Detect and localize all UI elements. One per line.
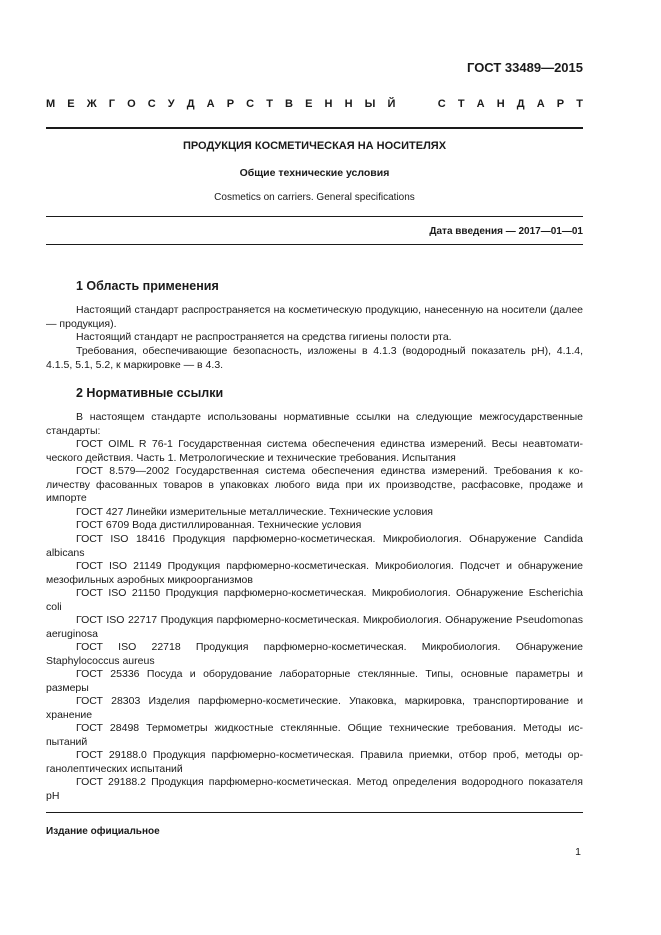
banner-letter: М: [46, 98, 56, 110]
official-edition-label: Издание официальное: [46, 826, 160, 837]
section-2-heading: 2 Нормативные ссылки: [76, 386, 224, 400]
reference-item: ГОСТ 427 Линейки измерительные металлические. Технические условия: [76, 506, 433, 518]
banner-letter: Т: [576, 98, 583, 110]
reference-item: ГОСТ ISO 21150 Продукция парфюмерно-косметическая. Микробиология. Обнаружение Escherichia coli: [46, 587, 583, 613]
footer-rule: [46, 812, 583, 813]
banner-letter: Н: [344, 98, 353, 110]
banner-letter: Ы: [364, 98, 376, 110]
document-number: ГОСТ 33489—2015: [467, 60, 583, 75]
reference-item: ГОСТ OIML R 76-1 Государственная система обеспечения единства измерений. Весы неавтоматического действия. Часть 1. Метрологические и технические требования. Испытания: [46, 438, 583, 464]
banner-letter: Д: [186, 98, 195, 110]
banner-letter: Н: [496, 98, 505, 110]
reference-item: ГОСТ 28498 Термометры жидкостные стеклянные. Общие технические требования. Методы испытаний: [46, 722, 583, 748]
banner-letter: [423, 98, 426, 110]
banner-letter: Е: [67, 98, 75, 110]
reference-item: ГОСТ 8.579—2002 Государственная система обеспечения единства измерений. Требования к количеству фасованных товаров в упаковках любого вида при их производстве, расфасовке, продаже и импорте: [46, 465, 583, 505]
reference-item: ГОСТ ISO 18416 Продукция парфюмерно-косметическая. Микробиология. Обнаружение Candida albicans: [46, 533, 583, 559]
banner-letter: Р: [226, 98, 235, 110]
title-rule: [46, 216, 583, 217]
reference-item: ГОСТ 25336 Посуда и оборудование лабораторные стеклянные. Типы, основные параметры и размеры: [46, 668, 583, 694]
banner-letter: [407, 98, 410, 110]
banner-letter: Н: [324, 98, 333, 110]
banner-letter: Е: [305, 98, 313, 110]
banner-letter: Ж: [86, 98, 97, 110]
page-number: 1: [575, 846, 581, 858]
banner-letter: А: [476, 98, 485, 110]
section-1-paragraph: Требования, обеспечивающие безопасность, изложены в 4.1.3 (водородный показатель pH), 4.1.4, 4.1.5, 5.1, 5.2, к маркировке — в 4.3.: [46, 345, 583, 371]
reference-item: ГОСТ ISO 22717 Продукция парфюмерно-косметическая. Микробиология. Обнаружение Pseudomonas aeruginosa: [46, 614, 583, 640]
section-1-paragraph: Настоящий стандарт распространяется на косметическую продукцию, нанесенную на носители (далее — продукция).: [46, 304, 583, 330]
banner-letter: А: [536, 98, 545, 110]
banner-letter: С: [246, 98, 255, 110]
banner-letter: А: [206, 98, 215, 110]
banner-letter: В: [285, 98, 293, 110]
reference-item: ГОСТ ISO 21149 Продукция парфюмерно-косметическая. Микробиология. Подсчет и обнаружение мезофильных аэробных микроорганизмов: [46, 560, 583, 586]
effective-date: Дата введения — 2017—01—01: [429, 226, 583, 237]
banner-letter: Й: [387, 98, 396, 110]
banner-letter: С: [147, 98, 156, 110]
document-subtitle: Общие технические условия: [239, 167, 390, 179]
banner-letter: Р: [556, 98, 565, 110]
banner-letter: Г: [108, 98, 115, 110]
date-rule: [46, 244, 583, 245]
document-title-english: Cosmetics on carriers. General specifications: [214, 192, 415, 203]
section-1-heading: 1 Область применения: [76, 279, 219, 293]
reference-paragraph: В настоящем стандарте использованы нормативные ссылки на следующие межгосударственные стандарты:: [46, 411, 583, 437]
banner-letter: О: [127, 98, 136, 110]
banner-letter: С: [437, 98, 446, 110]
banner-letter: Т: [266, 98, 273, 110]
banner-letter: Т: [457, 98, 465, 110]
reference-item: ГОСТ 28303 Изделия парфюмерно-косметические. Упаковка, маркировка, транспортирование и хранение: [46, 695, 583, 721]
interstate-standard-banner: [46, 98, 583, 110]
section-1-paragraph: Настоящий стандарт не распространяется на средства гигиены полости рта.: [76, 331, 452, 343]
reference-item: ГОСТ ISO 22718 Продукция парфюмерно-косметическая. Микробиология. Обнаружение Staphylococcus aureus: [46, 641, 583, 667]
reference-item: ГОСТ 29188.2 Продукция парфюмерно-косметическая. Метод определения водородного показателя pH: [46, 776, 583, 802]
banner-letter: Д: [516, 98, 525, 110]
document-title: ПРОДУКЦИЯ КОСМЕТИЧЕСКАЯ НА НОСИТЕЛЯХ: [182, 140, 447, 152]
reference-item: ГОСТ 6709 Вода дистиллированная. Технические условия: [76, 519, 362, 531]
header-rule: [46, 127, 583, 129]
reference-item: ГОСТ 29188.0 Продукция парфюмерно-косметическая. Правила приемки, отбор проб, методы органолептических испытаний: [46, 749, 583, 775]
banner-letter: У: [167, 98, 175, 110]
